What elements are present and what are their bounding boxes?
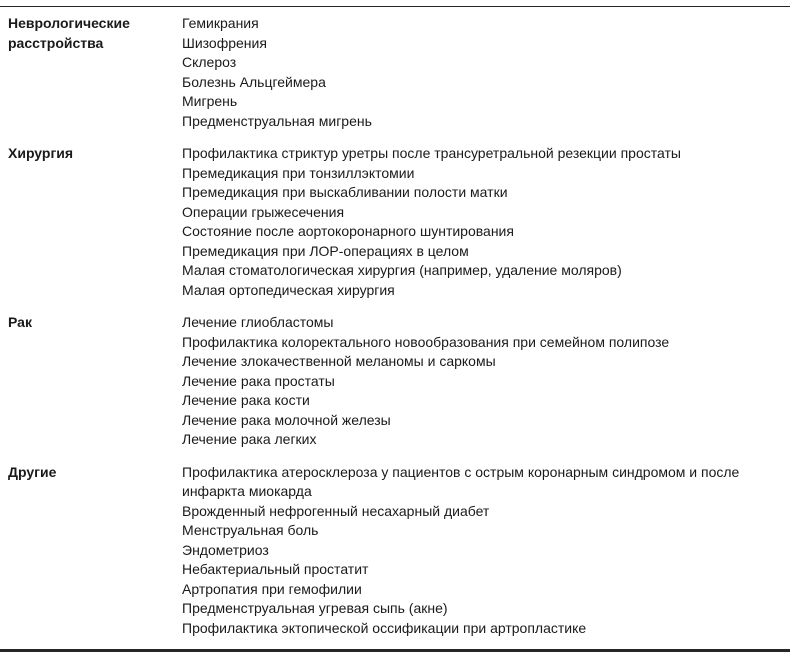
indication-item: Премедикация при выскабливании полости матки <box>182 184 508 200</box>
indication-item: Профилактика колоректального новообразования при семейном полипозе <box>182 333 670 350</box>
indication-item: Артропатия при гемофилии <box>182 580 362 597</box>
indication-item: Болезнь Альцгеймера <box>182 73 326 90</box>
category-cell: Хирургия <box>8 145 74 161</box>
indication-item: Профилактика эктопической оссификации при артропластике <box>182 619 587 636</box>
indication-item: Предменструальная угревая сыпь (акне) <box>182 600 448 616</box>
indication-item: Лечение рака простаты <box>182 372 335 389</box>
indication-item: Лечение злокачественной меланомы и саркомы <box>182 353 496 369</box>
table-section <box>8 463 784 639</box>
indication-item: Состояние после аортокоронарного шунтирования <box>182 223 514 239</box>
table-section <box>8 313 784 450</box>
indication-item: Лечение рака легких <box>182 431 317 447</box>
category-cell: Другие <box>8 463 57 480</box>
indication-item: Мигрень <box>182 93 238 109</box>
indication-item: Лечение рака молочной железы <box>182 411 391 428</box>
items-cell <box>182 463 784 639</box>
indication-item: Премедикация при ЛОР-операциях в целом <box>182 242 469 259</box>
indication-item: Эндометриоз <box>182 541 269 558</box>
items-cell <box>182 14 784 131</box>
items-cell <box>182 144 784 300</box>
indication-item: Врожденный нефрогенный несахарный диабет <box>182 502 490 519</box>
indication-item: Операции грыжесечения <box>182 203 345 220</box>
indication-item: Небактериальный простатит <box>182 561 369 577</box>
indication-item: Шизофрения <box>182 34 267 51</box>
items-cell <box>182 313 784 450</box>
indication-item: Гемикрания <box>182 15 259 31</box>
indication-item: Премедикация при тонзиллэктомии <box>182 164 415 181</box>
indication-item: Лечение глиобластомы <box>182 314 334 330</box>
indication-item: Профилактика атеросклероза у пациентов с острым коронарным синдромом и после инфаркта миокарда <box>182 463 740 499</box>
indication-item: Склероз <box>182 54 237 70</box>
indication-item: Предменструальная мигрень <box>182 112 372 129</box>
indication-item: Малая стоматологическая хирургия (например, удаление моляров) <box>182 262 622 278</box>
table-section <box>8 144 784 300</box>
indications-table <box>0 6 790 652</box>
indication-item: Лечение рака кости <box>182 392 310 408</box>
table-section <box>8 14 784 131</box>
indication-item: Малая ортопедическая хирургия <box>182 281 395 298</box>
category-cell: Рак <box>8 314 32 330</box>
indication-item: Менструальная боль <box>182 522 319 538</box>
category-cell: Неврологические расстройства <box>8 15 130 51</box>
indication-item: Профилактика стриктур уретры после трансуретральной резекции простаты <box>182 145 681 161</box>
